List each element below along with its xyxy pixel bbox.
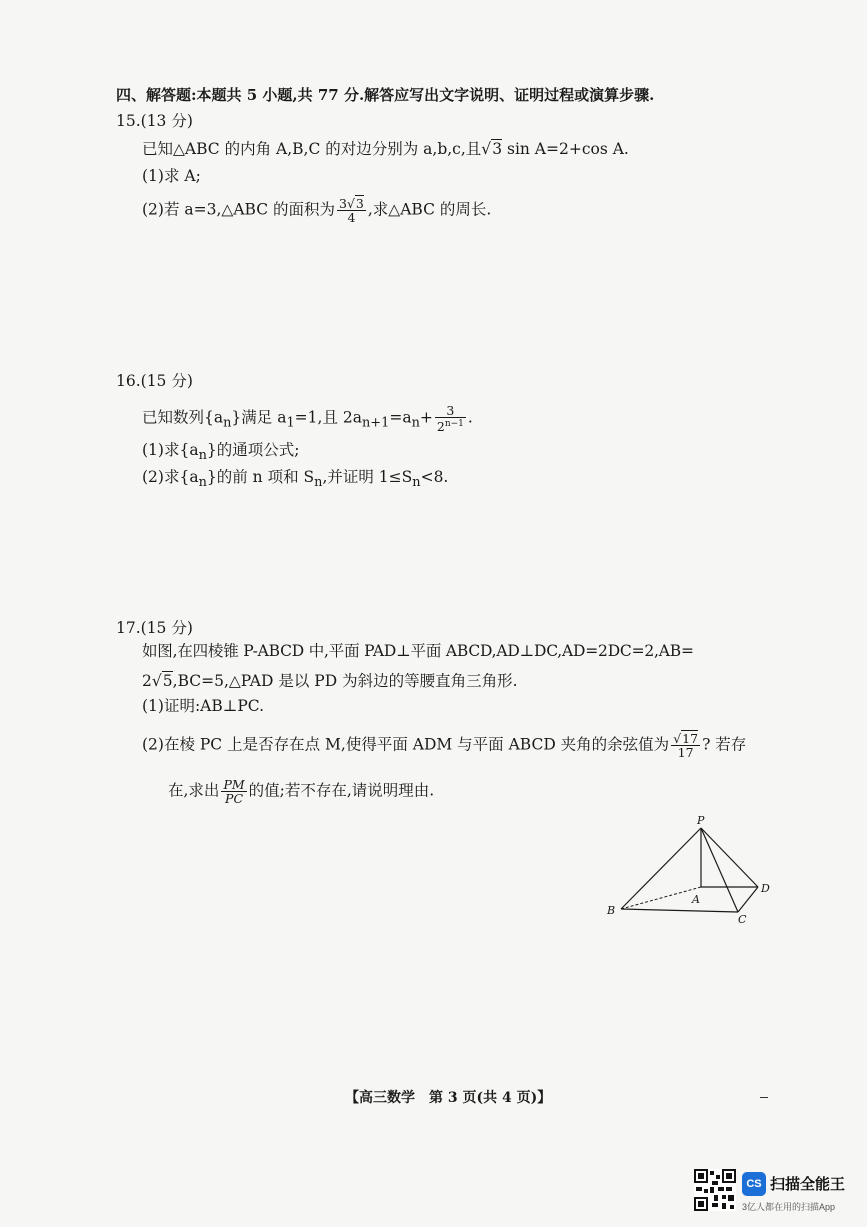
cosine-fraction: $\frac{√17}{17}$ [673,731,699,760]
page-footer: 【高三数学 第 3 页(共 4 页)】 [345,1090,552,1106]
q17-part2: (2)在棱 PC 上是否存在点 M,使得平面 ADM 与平面 ABCD 夹角的余弦值为 $\frac{√17}{17}$ ? 若存 [142,731,747,760]
vertex-P-label: P [697,814,705,827]
vertex-B-label: B [607,904,616,917]
edge-BC [621,909,738,912]
qr-code-icon [694,1169,736,1211]
pyramid-figure [600,810,780,930]
edge-CD [738,887,758,912]
page-mark [760,1097,768,1098]
q17-header: 17.(15 分) [116,619,193,637]
vertex-A-label: A [692,893,700,906]
vertex-C-label: C [738,913,747,926]
scanner-tagline: 3亿人都在用的扫描App [742,1202,836,1212]
q17-line1: 如图,在四棱锥 P-ABCD 中,平面 PAD⊥平面 ABCD,AD⊥DC,AD=2DC=2,AB= [142,642,694,660]
edge-PD [701,828,758,887]
edge-PC [701,828,738,912]
q15-part1: (1)求 A; [142,167,201,185]
q16-header: 16.(15 分) [116,372,193,390]
area-fraction: $\frac{3√3}{4}$ [338,196,364,225]
edge-PB [621,828,701,909]
q16-part2: (2)求$\{a_n\}$的前 n 项和 $S_n$,并证明 $1\le S_n<8$. [142,468,449,491]
ratio-fraction: $\frac{PM}{PC}$ [223,777,245,806]
q16-statement: 已知数列$\{a_n\}$满足 $a_1=1$,且 $2a_{n+1}=a_n+$ $\frac{3}{2^{n-1}}$ . [142,403,473,435]
q15-header: 15.(13 分) [116,112,193,130]
q15-statement: 已知△ABC 的内角 A,B,C 的对边分别为 a,b,c,且√3 sin A=2+cos A. [142,140,629,158]
section-heading: 四、解答题:本题共 5 小题,共 77 分.解答应写出文字说明、证明过程或演算步骤. [116,86,655,104]
q17-line2: 2√5,BC=5,△PAD 是以 PD 为斜边的等腰直角三角形. [142,672,518,690]
q17-part2-cont: 在,求出 $\frac{PM}{PC}$ 的值;若不存在,请说明理由. [168,777,435,806]
q15-part2: (2)若 a=3,△ABC 的面积为 $\frac{3√3}{4}$ ,求△ABC 的周长. [142,196,492,225]
scanner-brand: 扫描全能王 [770,1176,846,1193]
vertex-D-label: D [761,882,770,895]
scanner-badge: CS [742,1172,766,1196]
edge-BA-hidden [621,887,701,909]
q16-part1: (1)求$\{a_n\}$的通项公式; [142,441,300,464]
recurrence-fraction: $\frac{3}{2^{n-1}}$ [436,403,464,435]
q17-part1: (1)证明:AB⊥PC. [142,697,265,715]
